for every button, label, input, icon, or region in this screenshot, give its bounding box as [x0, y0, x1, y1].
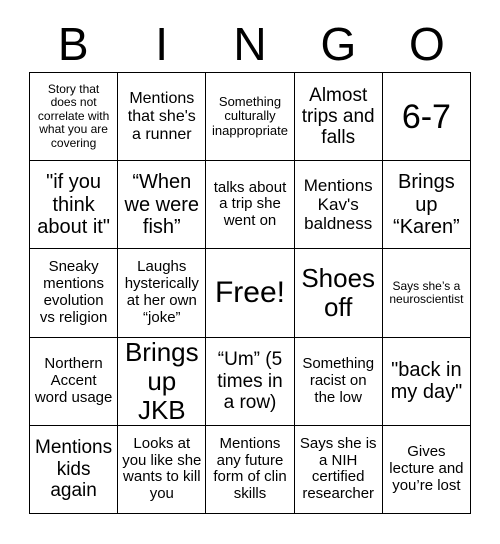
cell-text: Sneaky mentions evolution vs religion [39, 258, 108, 326]
cell-text: Something racist on the low [302, 355, 375, 406]
bingo-cell-r2-c3[interactable] [206, 161, 294, 249]
bingo-header [29, 18, 471, 70]
cell-text: Looks at you like she wants to kill you [122, 434, 202, 503]
cell-text: Shoes off [301, 262, 376, 322]
cell-text: Free! [214, 276, 285, 310]
cell-text: “Um” (5 times in a row) [217, 349, 283, 413]
bingo-cell-r5-c3[interactable] [206, 426, 294, 514]
header-letter-g: G [320, 18, 357, 70]
cell-text: Gives lecture and you’re lost [389, 443, 464, 494]
bingo-cell-r2-c1[interactable] [30, 161, 118, 249]
cell-text: 6-7 [401, 97, 451, 136]
bingo-cell-r1-c4[interactable] [295, 73, 383, 161]
cell-text: Story that does not correlate with what you are covering [37, 82, 110, 150]
bingo-cell-r2-c4[interactable] [295, 161, 383, 249]
header-letter-n: N [233, 18, 267, 70]
bingo-cell-r1-c3[interactable] [206, 73, 294, 161]
bingo-cell-r5-c2[interactable] [118, 426, 206, 514]
header-letter-b: B [57, 18, 89, 70]
cell-text: Mentions any future form of clin skills [213, 434, 287, 503]
bingo-cell-r2-c2[interactable] [118, 161, 206, 249]
cell-text: Mentions kids again [35, 437, 113, 502]
bingo-cell-r5-c5[interactable] [383, 426, 471, 514]
cell-text: Mentions Kav's baldness [303, 176, 373, 234]
bingo-grid [29, 72, 471, 514]
bingo-cell-r3-c5[interactable] [383, 249, 471, 337]
bingo-cell-r1-c1[interactable] [30, 73, 118, 161]
bingo-cell-r3-c4[interactable] [295, 249, 383, 337]
cell-text: Says she is a NIH certified researcher [299, 434, 377, 503]
header-letter-o: O [408, 18, 445, 70]
cell-text: Almost trips and falls [301, 84, 375, 149]
cell-text: Brings up “Karen” [393, 171, 460, 238]
cell-text: Brings up JKB [124, 337, 199, 425]
bingo-cell-r2-c5[interactable] [383, 161, 471, 249]
bingo-cell-r5-c1[interactable] [30, 426, 118, 514]
bingo-cell-r3-c3-free[interactable] [206, 249, 294, 337]
bingo-cell-r3-c2[interactable] [118, 249, 206, 337]
bingo-cell-r1-c5[interactable] [383, 73, 471, 161]
header-letter-i: I [155, 18, 168, 70]
cell-text: Mentions that she's a runner [127, 89, 196, 143]
cell-text: “When we were fish” [124, 171, 200, 238]
cell-text: Laughs hysterically at her own “joke” [124, 258, 199, 326]
bingo-cell-r4-c5[interactable] [383, 338, 471, 426]
bingo-cell-r4-c4[interactable] [295, 338, 383, 426]
cell-text: talks about a trip she went on [213, 178, 287, 230]
cell-text: "if you think about it" [37, 171, 110, 238]
bingo-cell-r3-c1[interactable] [30, 249, 118, 337]
bingo-cell-r1-c2[interactable] [118, 73, 206, 161]
bingo-cell-r4-c2[interactable] [118, 338, 206, 426]
bingo-cell-r4-c1[interactable] [30, 338, 118, 426]
cell-text: "back in my day" [390, 358, 463, 404]
cell-text: Something culturally inappropriate [212, 93, 288, 138]
cell-text: Says she’s a neuroscientist [389, 278, 464, 306]
bingo-cell-r5-c4[interactable] [295, 426, 383, 514]
cell-text: Northern Accent word usage [34, 355, 113, 406]
bingo-cell-r4-c3[interactable] [206, 338, 294, 426]
